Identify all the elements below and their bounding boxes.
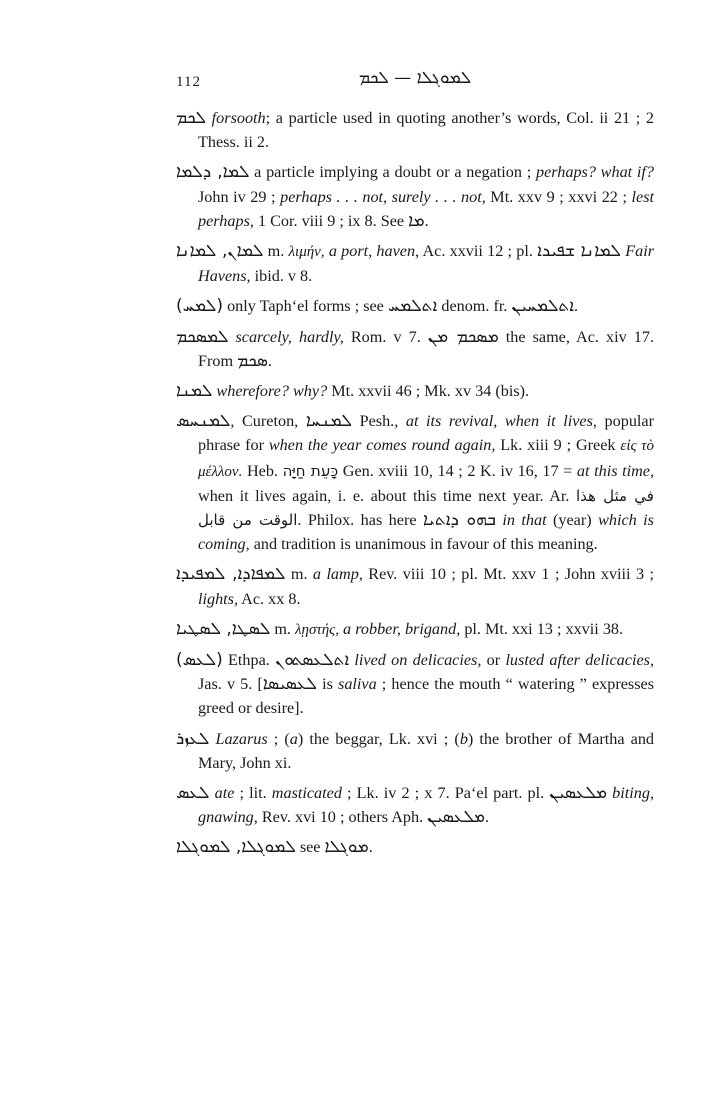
cross-reference: ܡܐ xyxy=(408,210,425,231)
greek-word: λιμήν, xyxy=(288,244,325,261)
headword: ܠܡܢܚܣ xyxy=(176,411,231,432)
entry-lesta: ܠܣܛܐ, ܠܣܛܝܐ m. λῃστής, a robber, brigand, pl. Mt. xxi 13 ; xxvii 38. xyxy=(176,618,624,639)
page-number: 112 xyxy=(176,74,201,90)
headword: ܠܥܣ xyxy=(176,783,210,804)
dictionary-entries xyxy=(176,106,654,866)
running-title: ܠܡܘܓܠܐ — ܠܟܡ xyxy=(358,68,472,88)
headword: ܠܥܙܪ xyxy=(176,728,210,749)
headword: ܠܡܣܟܡ xyxy=(176,326,229,347)
entry-las-ate: ܠܥܣ ate ; lit. masticated ; Lk. iv 2 ; x 7. Pa‘el part. pl. ܡܠܥܣܝܢ biting, gnawing, Rev. xvi 10 ; others Aph. ܡܠܥܣܝܢ. xyxy=(176,783,654,828)
arabic-phrase: في مثل هذا الوقت من قابل xyxy=(198,486,654,530)
entry-las-ethpa: (ܠܥܣ) Ethpa. ܐܬܠܥܣܬܘܢ lived on delicacies, or lusted after delicacies, Jas. v 5. [ܠܥܣܝܣܐ is saliva ; hence the mouth “ watering ” expresses greed or desire]. xyxy=(176,650,654,718)
entry-lkm xyxy=(176,106,654,154)
gloss: forsooth xyxy=(211,109,266,127)
greek-phrase: εἰς τὸ μέλλον. xyxy=(198,438,655,480)
entry-lmana: ܠܡܢܐ wherefore? why? Mt. xxvii 46 ; Mk. xv 34 (bis). xyxy=(176,381,530,402)
entry-lmen: ܠܡܐܢ, ܠܡܐܢܐ m. λιμήν, a port, haven, Ac. xxvii 12 ; pl. ܠܡܐܢܐ ܫܦܝܖܐ Fair Havens, ibid. v 8. xyxy=(176,241,654,286)
entry-lema: ܠܡܐ, ܕܠܡܐ a particle implying a doubt or a negation ; perhaps? what if? John iv 29 ; perhaps . . . not, surely . . . not, Mt. xxv 9 ; xxvi 22 ; lest perhaps, 1 Cor. viii 9 ; ix 8. See ܡܐ. xyxy=(176,162,655,231)
headword: ܠܣܛܐ, ܠܣܛܝܐ xyxy=(176,618,271,639)
entry-lmsakm: ܠܡܣܟܡ scarcely, hardly, Rom. v 7. ܡܣܟܡ ܡܢ the same, Ac. xiv 17. From ܣܟܡ. xyxy=(176,326,655,371)
entry-lmh: (ܠܡܚ) only Taph‘el forms ; see ܐܬܠܡܚ denom. fr. ܐܬܠܡܚܝܢ. xyxy=(176,296,579,317)
headword: ܠܟܡ xyxy=(176,108,207,128)
definition: ; a particle used in quoting another’s words, Col. ii 21 ; 2 Thess. ii 2. xyxy=(198,109,654,152)
entry-lmogla: ܠܡܘܓܠܐ, ܠܡܘܓܠܐ see ܡܘܓܠܐ. xyxy=(176,837,373,858)
headword: ܠܡܐ, ܕܠܡܐ xyxy=(176,162,250,183)
hebrew-phrase: כָּעֵת חַיָּה xyxy=(282,461,339,480)
entry-lazarus: ܠܥܙܪ Lazarus ; (a) the beggar, Lk. xvi ; (b) the brother of Martha and Mary, John xi. xyxy=(176,728,655,772)
greek-word: λῃστής, xyxy=(295,621,339,638)
headword: ܠܡܢܐ xyxy=(176,381,213,402)
running-header xyxy=(176,68,654,98)
headword: ܠܡܦܐܕܐ, ܠܡܦܝܕܐ xyxy=(176,564,286,585)
entry-lmnhs: ܠܡܢܚܣ, Cureton, ܠܡܢܚܐ Pesh., at its revival, when it lives, popular phrase for when the year comes round again, Lk. xiii 9 ; Greek εἰς τὸ μέλλον. Heb. כָּעֵת חַיָּה Gen. xviii 10, 14 ; 2 K. iv 16, 17 = at this time, when it lives again, i. e. about this time next year. Ar. في مثل هذا الوقت من قابل. Philox. has here ܒܗܘ ܕܐܬܝܐ in that (year) which is coming, and tradition is unanimous in favour of this meaning. xyxy=(176,411,655,554)
headword: (ܠܡܚ) xyxy=(176,296,224,317)
headword: ܠܡܘܓܠܐ, ܠܡܘܓܠܐ xyxy=(176,837,296,858)
headword: ܠܡܐܢ, ܠܡܐܢܐ xyxy=(176,241,264,262)
entry-lampad: ܠܡܦܐܕܐ, ܠܡܦܝܕܐ m. a lamp, Rev. viii 10 ; pl. Mt. xxv 1 ; John xviii 3 ; lights, Ac. xx 8. xyxy=(176,564,654,608)
headword: (ܠܥܣ) xyxy=(176,650,223,671)
